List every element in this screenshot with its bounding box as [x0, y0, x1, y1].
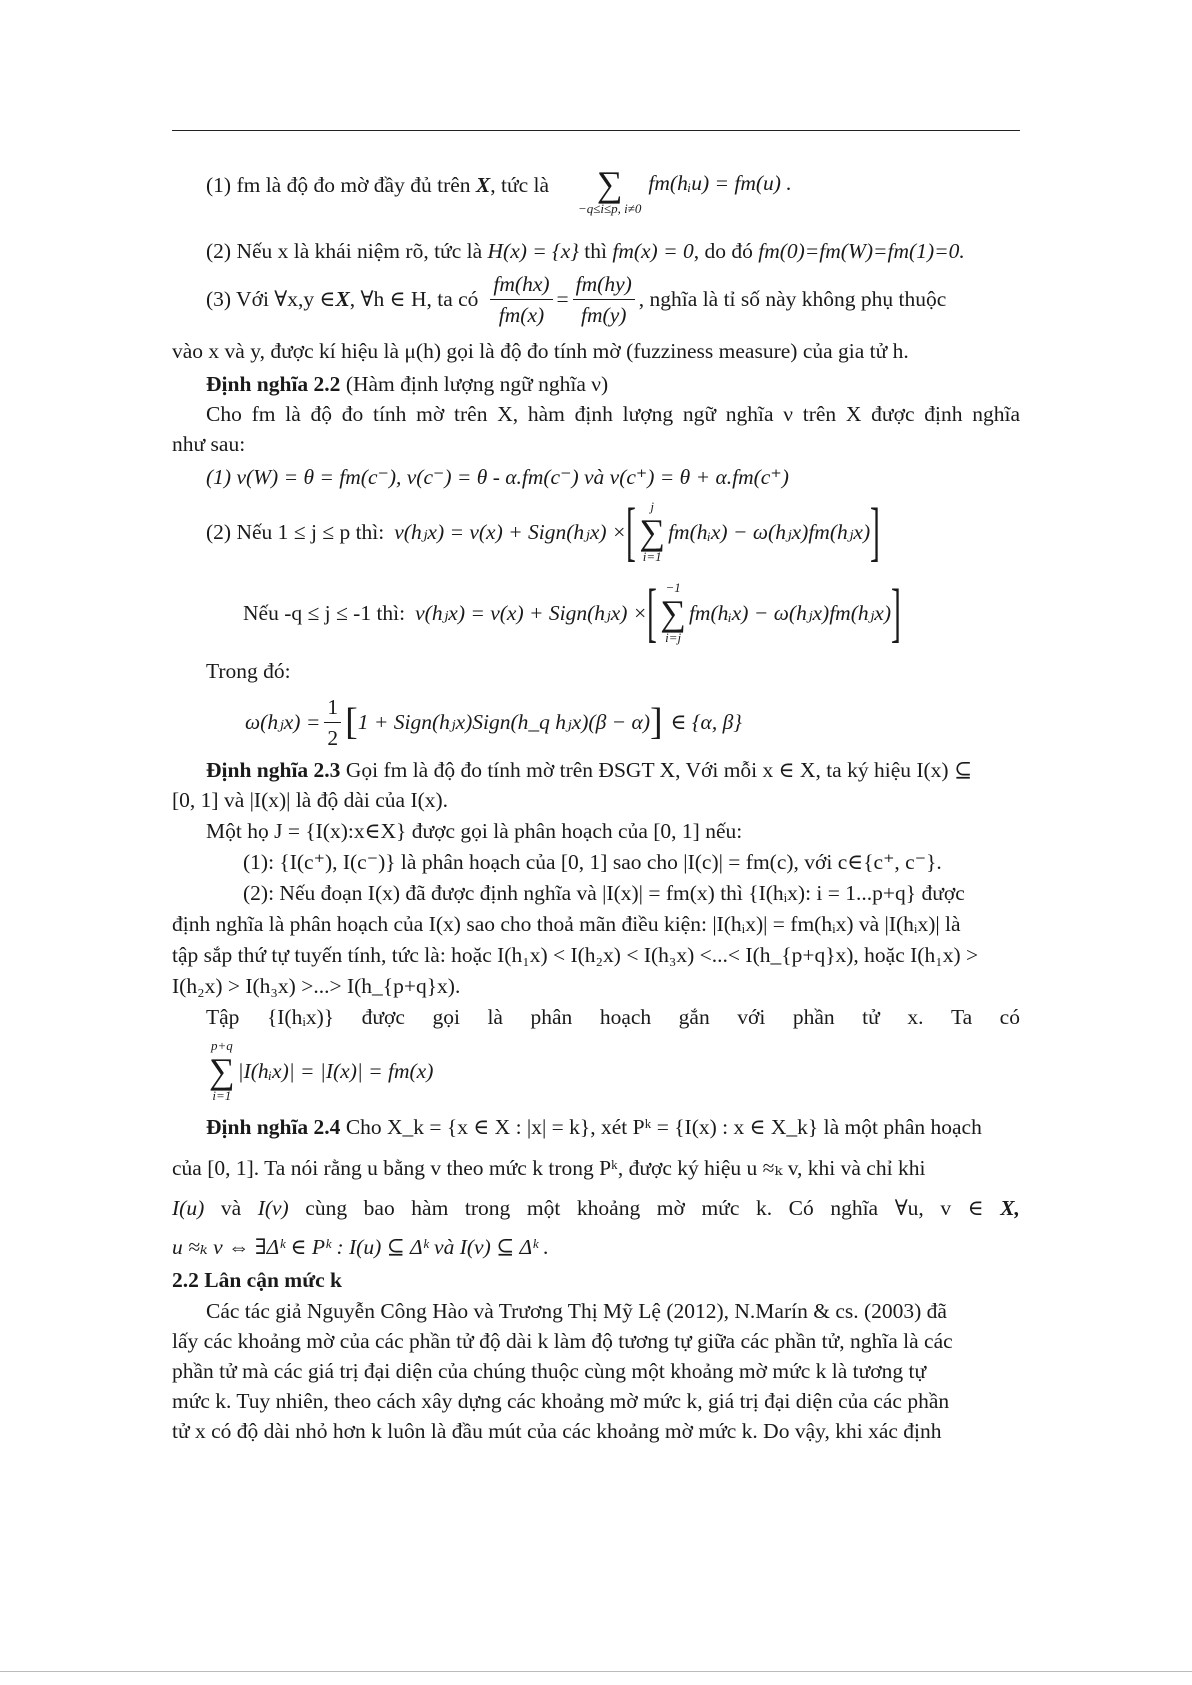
definition-text: Cho X_k = {x ∈ X : |x| = k}, xét Pᵏ = {I(x) : x ∈ X_k} là một phân hoạch — [340, 1115, 982, 1139]
section-paragraph-line-2: lấy các khoảng mờ của các phần tử độ dài k làm độ tương tự giữa các phần tử, nghĩa là các — [172, 1329, 953, 1353]
definition-label: Định nghĩa 2.4 — [206, 1115, 341, 1139]
fraction-numerator: fm(hy) — [573, 269, 635, 300]
property-2-text-b: thì — [578, 239, 613, 263]
left-bracket: [ — [626, 495, 637, 568]
ratio-fraction-1 — [490, 269, 552, 330]
word: x. — [907, 1005, 924, 1029]
word: ∈ — [967, 1196, 984, 1220]
definition-2-2-title — [206, 370, 608, 398]
sum-lower-limit: i=j — [665, 630, 682, 645]
word: tử — [862, 1005, 880, 1029]
word: phần — [792, 1005, 835, 1029]
word: ∀u, — [894, 1196, 924, 1220]
property-3-text: (3) Với ∀x,y ∈ — [206, 287, 336, 311]
word: bao — [363, 1196, 395, 1220]
definition-title: (Hàm định lượng ngữ nghĩa ν) — [340, 372, 609, 396]
fraction-denominator: fm(x) — [498, 302, 545, 327]
left-bracket: [ — [345, 701, 358, 743]
property-2-text: (2) Nếu x là khái niệm rõ, tức là — [206, 239, 488, 263]
word: khoảng — [576, 1196, 641, 1220]
sum-lower-limit: i=1 — [642, 549, 662, 564]
word: hoạch — [599, 1005, 652, 1029]
property-1-X: X — [475, 173, 491, 197]
item-lead: (2) Nếu 1 ≤ j ≤ p thì: — [206, 520, 385, 544]
word: là — [487, 1005, 503, 1029]
definition-2-2-line2: như sau: — [172, 432, 246, 456]
word: mờ — [656, 1196, 685, 1220]
omega-lhs: ω(hⱼx) = — [245, 710, 321, 734]
word: và — [220, 1196, 242, 1220]
fraction-numerator: fm(hx) — [490, 269, 552, 300]
definition-label: Định nghĩa 2.2 — [206, 372, 341, 396]
sum-upper-limit: j — [650, 499, 655, 514]
sum-symbol — [660, 581, 686, 645]
definition-2-2-item2 — [206, 497, 880, 567]
definition-2-3-item2-l2: định nghĩa là phân hoạch của I(x) sao cho thoả mãn điều kiện: |I(hᵢx)| = fm(hᵢx) và |I(hᵢx)| là — [172, 912, 961, 936]
section-paragraph-line-1: Các tác giả Nguyễn Công Hào và Trương Thị Mỹ Lệ (2012), N.Marín & cs. (2003) đã — [206, 1299, 947, 1323]
definition-2-4-line2: của [0, 1]. Ta nói rằng u bằng v theo mức k trong Pᵏ, được ký hiệu u ≈ₖ v, khi và chỉ khi — [172, 1156, 926, 1180]
sigma-glyph: ∑ — [596, 164, 623, 204]
definition-2-3-line3: Một họ J = {I(x):x∈X} được gọi là phân hoạch của [0, 1] nếu: — [206, 819, 743, 843]
word: có — [999, 1005, 1020, 1029]
property-1-formula — [575, 166, 792, 226]
word: gắn — [678, 1005, 710, 1029]
right-bracket: ] — [891, 576, 901, 649]
definition-2-2-line1: Cho fm là độ đo tính mờ trên X, hàm định lượng ngữ nghĩa ν trên X được định nghĩa — [206, 402, 1020, 426]
omega-formula — [245, 690, 742, 754]
word: mức — [701, 1196, 740, 1220]
word: I(v) — [257, 1196, 289, 1220]
property-2-math-3: fm(0)=fm(W)=fm(1)=0. — [758, 239, 965, 263]
half-fraction — [324, 692, 341, 753]
sum-body: |I(hᵢx)| = |I(x)| = fm(x) — [237, 1059, 434, 1083]
partition-sum-formula — [206, 1036, 433, 1106]
word: cùng — [305, 1196, 348, 1220]
property-3-text-c: , nghĩa là tỉ số này không phụ thuộc — [638, 287, 947, 311]
property-3-text-b: , ∀h ∈ H, ta có — [349, 287, 479, 311]
word: nghĩa — [830, 1196, 879, 1220]
word: phân — [530, 1005, 573, 1029]
word: với — [737, 1005, 766, 1029]
formula-text: fm(hᵢu) = fm(u) . — [648, 171, 792, 195]
sum-upper-limit: p+q — [210, 1038, 233, 1053]
sum-lower-limit: i=1 — [212, 1088, 232, 1103]
item-lhs: ν(hⱼx) = ν(x) + Sign(hⱼx) × — [415, 601, 648, 625]
item-body: fm(hᵢx) − ω(hⱼx)fm(hⱼx) — [688, 601, 891, 625]
definition-2-3-item2-l4: I(h₂x) > I(h₃x) >...> I(h_{p+q}x). — [172, 974, 461, 998]
word: Ta — [950, 1005, 973, 1029]
word: X, — [1000, 1196, 1020, 1220]
page-bottom-edge — [0, 1671, 1192, 1672]
definition-2-2-where: Trong đó: — [206, 659, 291, 683]
fraction-numerator: 1 — [324, 692, 341, 723]
definition-2-3-item1: (1): {I(c⁺), I(c⁻)} là phân hoạch của [0, 1] sao cho |I(c)| = fm(c), với c∈{c⁺, c⁻}. — [243, 850, 942, 874]
sum-symbol — [578, 166, 641, 216]
property-3-X: X — [335, 287, 350, 311]
word: k. — [755, 1196, 773, 1220]
property-2-math-1: H(x) = {x} — [487, 239, 579, 263]
right-bracket: ] — [870, 495, 881, 568]
section-paragraph-line-3: phần tử mà các giá trị đại diện của chúng thuộc cùng một khoảng mờ mức k là tương tự — [172, 1359, 927, 1383]
definition-2-3-line1 — [206, 756, 972, 784]
property-2-text-c: , do đó — [693, 239, 759, 263]
section-paragraph-line-5: tử x có độ dài nhỏ hơn k luôn là đầu mút của các khoảng mờ mức k. Do vậy, khi xác định — [172, 1419, 942, 1443]
sum-symbol — [209, 1039, 235, 1103]
definition-2-3-line2: [0, 1] và |I(x)| là độ dài của I(x). — [172, 788, 449, 812]
property-1-text: (1) fm là độ đo mờ đầy đủ trên — [206, 173, 476, 197]
word: I(u) — [172, 1196, 205, 1220]
definition-2-4-line3 — [172, 1194, 1020, 1222]
left-bracket: [ — [647, 576, 658, 649]
sigma-glyph: ∑ — [639, 512, 666, 552]
word: v — [940, 1196, 952, 1220]
property-1 — [206, 171, 549, 231]
fraction-denominator: fm(y) — [581, 302, 627, 327]
definition-2-4-line4: u ≈ₖ v ⇔ ∃Δᵏ ∈ Pᵏ : I(u) ⊆ Δᵏ và I(v) ⊆ Δᵏ . — [172, 1235, 549, 1259]
sum-upper-limit: −1 — [665, 580, 681, 595]
word: một — [526, 1196, 561, 1220]
property-3-continuation: vào x và y, được kí hiệu là μ(h) gọi là độ đo tính mờ (fuzziness measure) của gia tử h. — [172, 339, 909, 363]
definition-2-2-item3 — [243, 578, 901, 648]
word: Có — [788, 1196, 814, 1220]
section-paragraph-line-4: mức k. Tuy nhiên, theo cách xây dựng các khoảng mờ mức k, giá trị đại diện của các phần — [172, 1389, 950, 1413]
sigma-glyph: ∑ — [209, 1051, 235, 1091]
omega-rhs: ∈ {α, β} — [670, 710, 742, 734]
fraction-denominator: 2 — [327, 725, 339, 750]
definition-2-4-line1 — [206, 1113, 982, 1141]
item-lead: Nếu -q ≤ j ≤ -1 thì: — [243, 601, 406, 625]
partition-sentence — [206, 1003, 1020, 1031]
word: Tập — [206, 1005, 240, 1029]
property-2-math-2: fm(x) = 0 — [612, 239, 694, 263]
sum-lower-limit: −q≤i≤p, i≠0 — [578, 201, 642, 216]
property-3 — [206, 268, 946, 330]
item-lhs: ν(hⱼx) = ν(x) + Sign(hⱼx) × — [394, 520, 627, 544]
item-body: fm(hᵢx) − ω(hⱼx)fm(hⱼx) — [668, 520, 871, 544]
definition-2-2-item1: (1) ν(W) = θ = fm(c⁻), ν(c⁻) = θ - α.fm(c⁻) và ν(c⁺) = θ + α.fm(c⁺) — [206, 465, 789, 489]
word: gọi — [432, 1005, 460, 1029]
property-2 — [206, 237, 965, 265]
equals-sign: = — [556, 287, 569, 311]
definition-text: Gọi fm là độ đo tính mờ trên ĐSGT X, Với mỗi x ∈ X, ta ký hiệu I(x) ⊆ — [340, 758, 972, 782]
word: hàm — [411, 1196, 449, 1220]
header-rule — [172, 130, 1020, 131]
word: được — [361, 1005, 405, 1029]
word: {I(hᵢx)} — [266, 1005, 335, 1029]
word: trong — [464, 1196, 511, 1220]
sum-symbol — [639, 500, 665, 564]
section-heading: 2.2 Lân cận mức k — [172, 1268, 342, 1292]
ratio-fraction-2 — [573, 269, 635, 330]
right-bracket: ] — [650, 701, 663, 743]
definition-label: Định nghĩa 2.3 — [206, 758, 341, 782]
definition-2-3-item2-l1: (2): Nếu đoạn I(x) đã được định nghĩa và |I(x)| = fm(x) thì {I(hᵢx): i = 1...p+q} được — [243, 881, 965, 905]
definition-2-3-item2-l3: tập sắp thứ tự tuyến tính, tức là: hoặc I(h₁x) < I(h₂x) < I(h₃x) <...< I(h_{p+q}x), hoặc I(h₁x) > — [172, 943, 979, 967]
sigma-glyph: ∑ — [660, 593, 686, 633]
omega-body: 1 + Sign(hⱼx)Sign(h_q hⱼx)(β − α) — [357, 710, 650, 734]
property-1-text-b: , tức là — [490, 173, 550, 197]
